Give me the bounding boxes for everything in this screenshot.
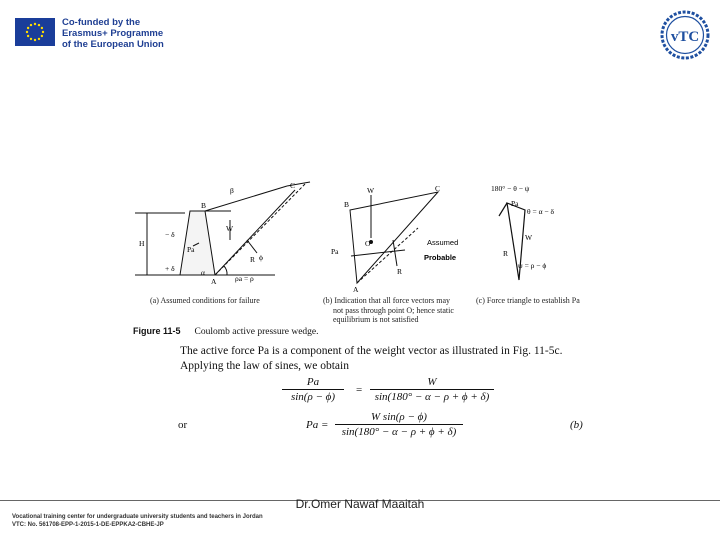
eq2-tag: (b) bbox=[570, 419, 583, 431]
label-a-a: A bbox=[211, 277, 217, 286]
vtc-logo bbox=[660, 10, 710, 60]
eq1-equals: = bbox=[356, 384, 363, 396]
footer-author: Dr.Omer Nawaf Maaitah bbox=[295, 497, 425, 511]
vtc-logo-text: vTC bbox=[670, 29, 700, 45]
eu-text-line-3: of the European Union bbox=[62, 39, 164, 50]
eq2-den: sin(180° − α − ρ + ϕ + δ) bbox=[341, 426, 457, 438]
label-w-c: W bbox=[525, 233, 533, 242]
label-beta: β bbox=[230, 186, 234, 195]
label-phi-a: ϕ bbox=[259, 253, 263, 262]
eu-text-line-2: Erasmus+ Programme bbox=[62, 28, 164, 39]
caption-c: (c) Force triangle to establish Pa bbox=[476, 296, 580, 305]
label-w-b: W bbox=[367, 186, 375, 195]
label-assumed: Assumed bbox=[427, 238, 459, 247]
label-rho-a: ρa = ρ bbox=[235, 274, 254, 283]
label-r-c: R bbox=[503, 249, 509, 258]
label-probable: Probable bbox=[424, 253, 457, 262]
caption-b-line-3: equilibrium is not satisfied bbox=[333, 315, 419, 324]
coulomb-wedge-figure bbox=[135, 180, 595, 305]
label-pa-b: Pa bbox=[331, 247, 339, 256]
figure-title-text: Coulomb active pressure wedge. bbox=[194, 327, 319, 337]
eq1-lhs-num: Pa bbox=[282, 376, 344, 390]
eu-cofunded-text bbox=[62, 17, 164, 50]
eu-flag-icon bbox=[15, 18, 55, 46]
figure-part-a bbox=[135, 182, 310, 275]
eq1-lhs-den: sin(ρ − ϕ) bbox=[290, 391, 336, 403]
caption-a: (a) Assumed conditions for failure bbox=[150, 296, 260, 305]
eq1-rhs-den: sin(180° − α − ρ + ϕ + δ) bbox=[374, 391, 490, 403]
label-b-a: B bbox=[201, 201, 207, 210]
label-angle-top: 180° − θ − ψ bbox=[491, 184, 530, 193]
eu-text-line-1: Co-funded by the bbox=[62, 17, 141, 28]
caption-b-line-1: (b) Indication that all force vectors may bbox=[323, 296, 451, 305]
caption-b-line-2: not pass through point O; hence static bbox=[333, 305, 454, 315]
label-r-a: R bbox=[250, 255, 256, 264]
caption-b bbox=[323, 296, 454, 325]
figure-part-b bbox=[350, 192, 438, 283]
label-h: H bbox=[139, 239, 145, 248]
eq1-lhs-fraction bbox=[282, 376, 344, 403]
label-c-a: C bbox=[290, 181, 296, 190]
label-theta: θ = α − δ bbox=[527, 207, 555, 216]
label-b-b: B bbox=[344, 200, 350, 209]
eq2-lhs: Pa = bbox=[306, 419, 329, 431]
label-a-b: A bbox=[353, 285, 359, 294]
eq2-num: W sin(ρ − ϕ) bbox=[335, 411, 463, 425]
label-plus-delta: + δ bbox=[165, 264, 175, 273]
label-pa-c: Pa bbox=[511, 199, 519, 208]
footer-project-info bbox=[12, 513, 263, 529]
label-minus-delta: − δ bbox=[165, 230, 175, 239]
figure-title bbox=[133, 326, 319, 337]
label-psi: ψ = ρ − ϕ bbox=[518, 261, 547, 270]
eq2-fraction bbox=[335, 411, 463, 438]
footer-line-2: VTC: No. 561708-EPP-1-2015-1-DE-EPPKA2-CBHE-JP bbox=[12, 522, 164, 528]
label-r-b: R bbox=[397, 267, 403, 276]
label-pa-a: Pa bbox=[187, 245, 195, 254]
label-c-b: C bbox=[435, 184, 441, 193]
eq1-rhs-fraction bbox=[370, 376, 494, 403]
body-paragraph: The active force Pa is a component of the weight vector as illustrated in Fig. 11-5c. Applying the law of sines, we obtain bbox=[180, 345, 563, 372]
figure-number: Figure 11-5 bbox=[133, 326, 181, 336]
footer-line-1: Vocational training center for undergraduate university students and teachers in Jordan bbox=[12, 514, 263, 520]
label-w-a: W bbox=[226, 224, 234, 233]
label-o: O bbox=[365, 239, 371, 248]
label-alpha: α bbox=[201, 268, 205, 277]
eq1-rhs-num: W bbox=[370, 376, 494, 390]
eq2-or: or bbox=[178, 419, 188, 431]
